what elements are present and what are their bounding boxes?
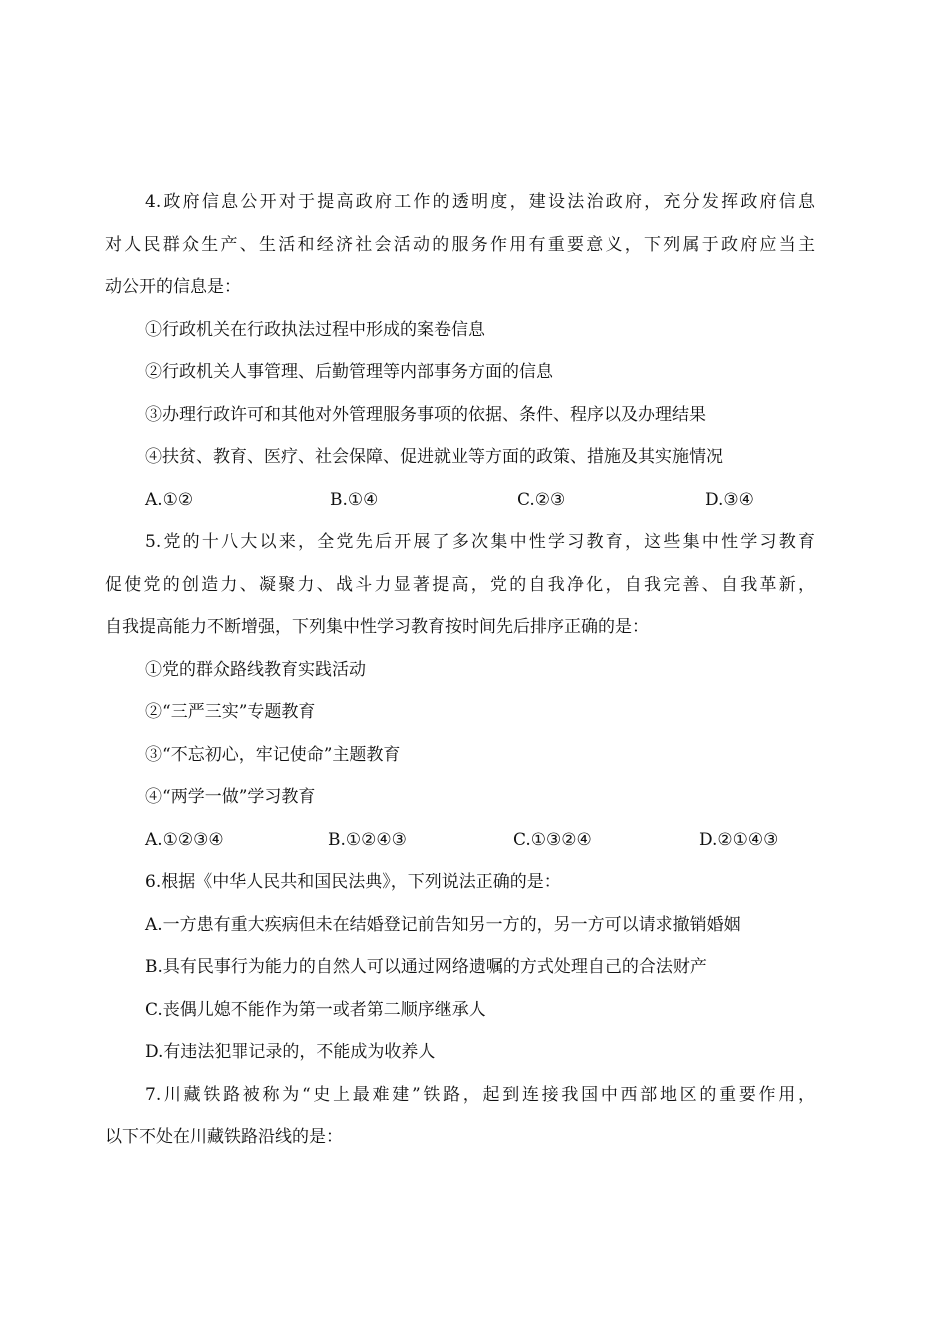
question-4-item: ①行政机关在行政执法过程中形成的案卷信息 bbox=[145, 319, 485, 340]
question-7-stem-line: 7.川藏铁路被称为“史上最难建”铁路，起到连接我国中西部地区的重要作用， bbox=[145, 1084, 815, 1105]
question-6-stem-line: 6.根据《中华人民共和国民法典》，下列说法正确的是： bbox=[145, 872, 561, 892]
option-a: A.①② bbox=[145, 489, 194, 510]
question-7 bbox=[105, 1074, 815, 1159]
question-6-choice-b: B.具有民事行为能力的自然人可以通过网络遗嘱的方式处理自己的合法财产 bbox=[145, 957, 707, 977]
question-5-stem-line: 自我提高能力不断增强，下列集中性学习教育按时间先后排序正确的是： bbox=[105, 617, 649, 637]
option-b: B.①④ bbox=[330, 489, 379, 510]
question-5-stem-line: 促使党的创造力、凝聚力、战斗力显著提高，党的自我净化，自我完善、自我革新， bbox=[105, 574, 815, 595]
option-c: C.①③②④ bbox=[513, 829, 592, 850]
question-4-stem-line: 动公开的信息是： bbox=[105, 277, 241, 297]
document-content bbox=[105, 181, 815, 1159]
question-6-choice-a: A.一方患有重大疾病但未在结婚登记前告知另一方的，另一方可以请求撤销婚姻 bbox=[145, 914, 741, 935]
question-4-item: ②行政机关人事管理、后勤管理等内部事务方面的信息 bbox=[145, 362, 553, 382]
question-7-stem-line: 以下不处在川藏铁路沿线的是： bbox=[105, 1127, 343, 1147]
question-5-item: ③“不忘初心，牢记使命”主题教育 bbox=[145, 744, 401, 765]
question-6-choice-d: D.有违法犯罪记录的，不能成为收养人 bbox=[145, 1042, 436, 1062]
question-4-item: ④扶贫、教育、医疗、社会保障、促进就业等方面的政策、措施及其实施情况 bbox=[145, 447, 723, 467]
question-5-options bbox=[105, 819, 815, 862]
question-5-item: ②“三严三实”专题教育 bbox=[145, 702, 316, 722]
question-4-item: ③办理行政许可和其他对外管理服务事项的依据、条件、程序以及办理结果 bbox=[145, 404, 706, 425]
option-b: B.①②④③ bbox=[328, 829, 407, 850]
question-4-stem-line: 4.政府信息公开对于提高政府工作的透明度，建设法治政府，充分发挥政府信息 bbox=[145, 192, 815, 212]
question-5-item: ①党的群众路线教育实践活动 bbox=[145, 659, 366, 680]
option-a: A.①②③④ bbox=[145, 829, 224, 850]
question-6-choice-c: C.丧偶儿媳不能作为第一或者第二顺序继承人 bbox=[145, 999, 486, 1020]
option-d: D.②①④③ bbox=[699, 829, 779, 850]
option-c: C.②③ bbox=[517, 489, 566, 510]
question-5-stem-line: 5.党的十八大以来，全党先后开展了多次集中性学习教育，这些集中性学习教育 bbox=[145, 532, 815, 552]
question-5-item: ④“两学一做”学习教育 bbox=[145, 787, 316, 807]
question-4 bbox=[105, 181, 815, 521]
question-4-options bbox=[105, 479, 815, 522]
question-5 bbox=[105, 521, 815, 861]
option-d: D.③④ bbox=[705, 489, 754, 510]
question-6 bbox=[105, 861, 815, 1074]
question-4-stem-line: 对人民群众生产、生活和经济社会活动的服务作用有重要意义，下列属于政府应当主 bbox=[105, 234, 815, 255]
